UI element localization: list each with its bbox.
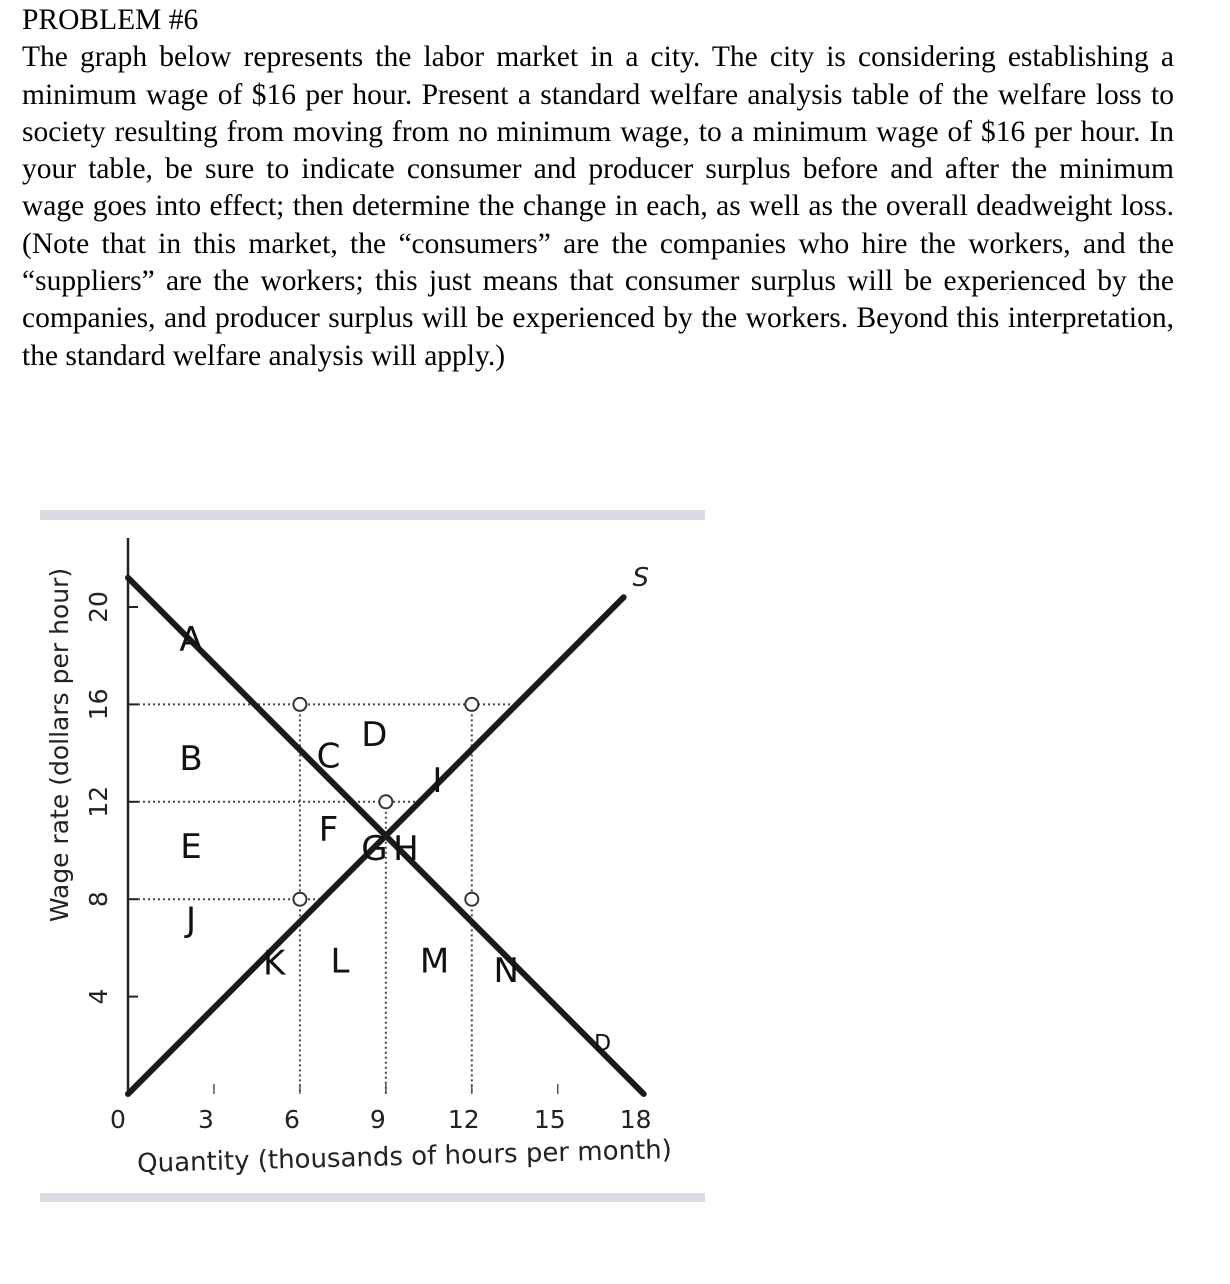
x-tick-label-6: 6: [283, 1105, 300, 1134]
region-label-h: H: [393, 829, 419, 870]
problem-title: PROBLEM #6: [22, 4, 199, 36]
region-label-m: M: [419, 941, 450, 982]
y-tick-label-4: 4: [84, 988, 113, 1005]
x-tick-label-12: 12: [447, 1105, 480, 1134]
curves: [128, 563, 649, 1094]
region-label-d: D: [361, 714, 388, 755]
x-axis-label: Quantity (thousands of hours per month): [136, 1135, 673, 1179]
region-label-g: G: [361, 829, 388, 870]
demand-label: D: [594, 1031, 612, 1057]
y-tick-label-12: 12: [84, 785, 113, 818]
y-tick-label-16: 16: [84, 688, 113, 721]
region-label-c: C: [316, 736, 341, 777]
top-band: [40, 510, 705, 520]
point-12-8: [465, 893, 478, 906]
point-6-16: [293, 698, 306, 711]
y-tick-label-20: 20: [84, 591, 113, 623]
x-tick-label-9: 9: [369, 1105, 386, 1134]
labor-market-chart: [0, 490, 1230, 1240]
x-tick-label-3: 3: [197, 1105, 214, 1134]
region-label-i: I: [432, 761, 443, 802]
region-label-j: J: [186, 899, 197, 940]
supply-label: S: [632, 562, 650, 593]
y-tick-label-8: 8: [84, 891, 113, 908]
point-12-16: [465, 698, 478, 711]
x-tick-label-18: 18: [619, 1105, 652, 1134]
region-label-l: L: [330, 941, 350, 982]
region-label-e: E: [180, 826, 202, 867]
problem-statement: [22, 2, 1174, 375]
region-label-k: K: [262, 943, 286, 984]
region-label-a: A: [179, 619, 203, 660]
bottom-band: [40, 1193, 705, 1202]
x-tick-label-15: 15: [533, 1105, 566, 1134]
point-6-8: [293, 893, 306, 906]
region-labels: [179, 620, 519, 991]
region-label-n: N: [493, 950, 519, 991]
y-axis-label: Wage rate (dollars per hour): [45, 567, 74, 923]
x-tick-label-0: 0: [110, 1105, 126, 1134]
region-label-f: F: [318, 809, 339, 850]
region-label-b: B: [179, 739, 203, 780]
point-9-12: [379, 795, 392, 808]
problem-text: The graph below represents the labor market in a city. The city is considering establishing a minimum wage of $16 per hour. Present a standard welfare analysis table of the welfare loss to society resulting from moving from no minimum wage, to a minimum wage of $16 per hour. In your table, be sure to indicate consumer and producer surplus before and after the minimum wage goes into effect; then determine the change in each, as well as the overall deadweight loss. (Note that in this market, the “consumers” are the companies who hire the workers, and the “suppliers” are the workers; this just means that consumer surplus will be experienced by the companies, and producer surplus will be experienced by the workers. Beyond this interpretation, the standard welfare analysis will apply.): [22, 41, 1174, 372]
